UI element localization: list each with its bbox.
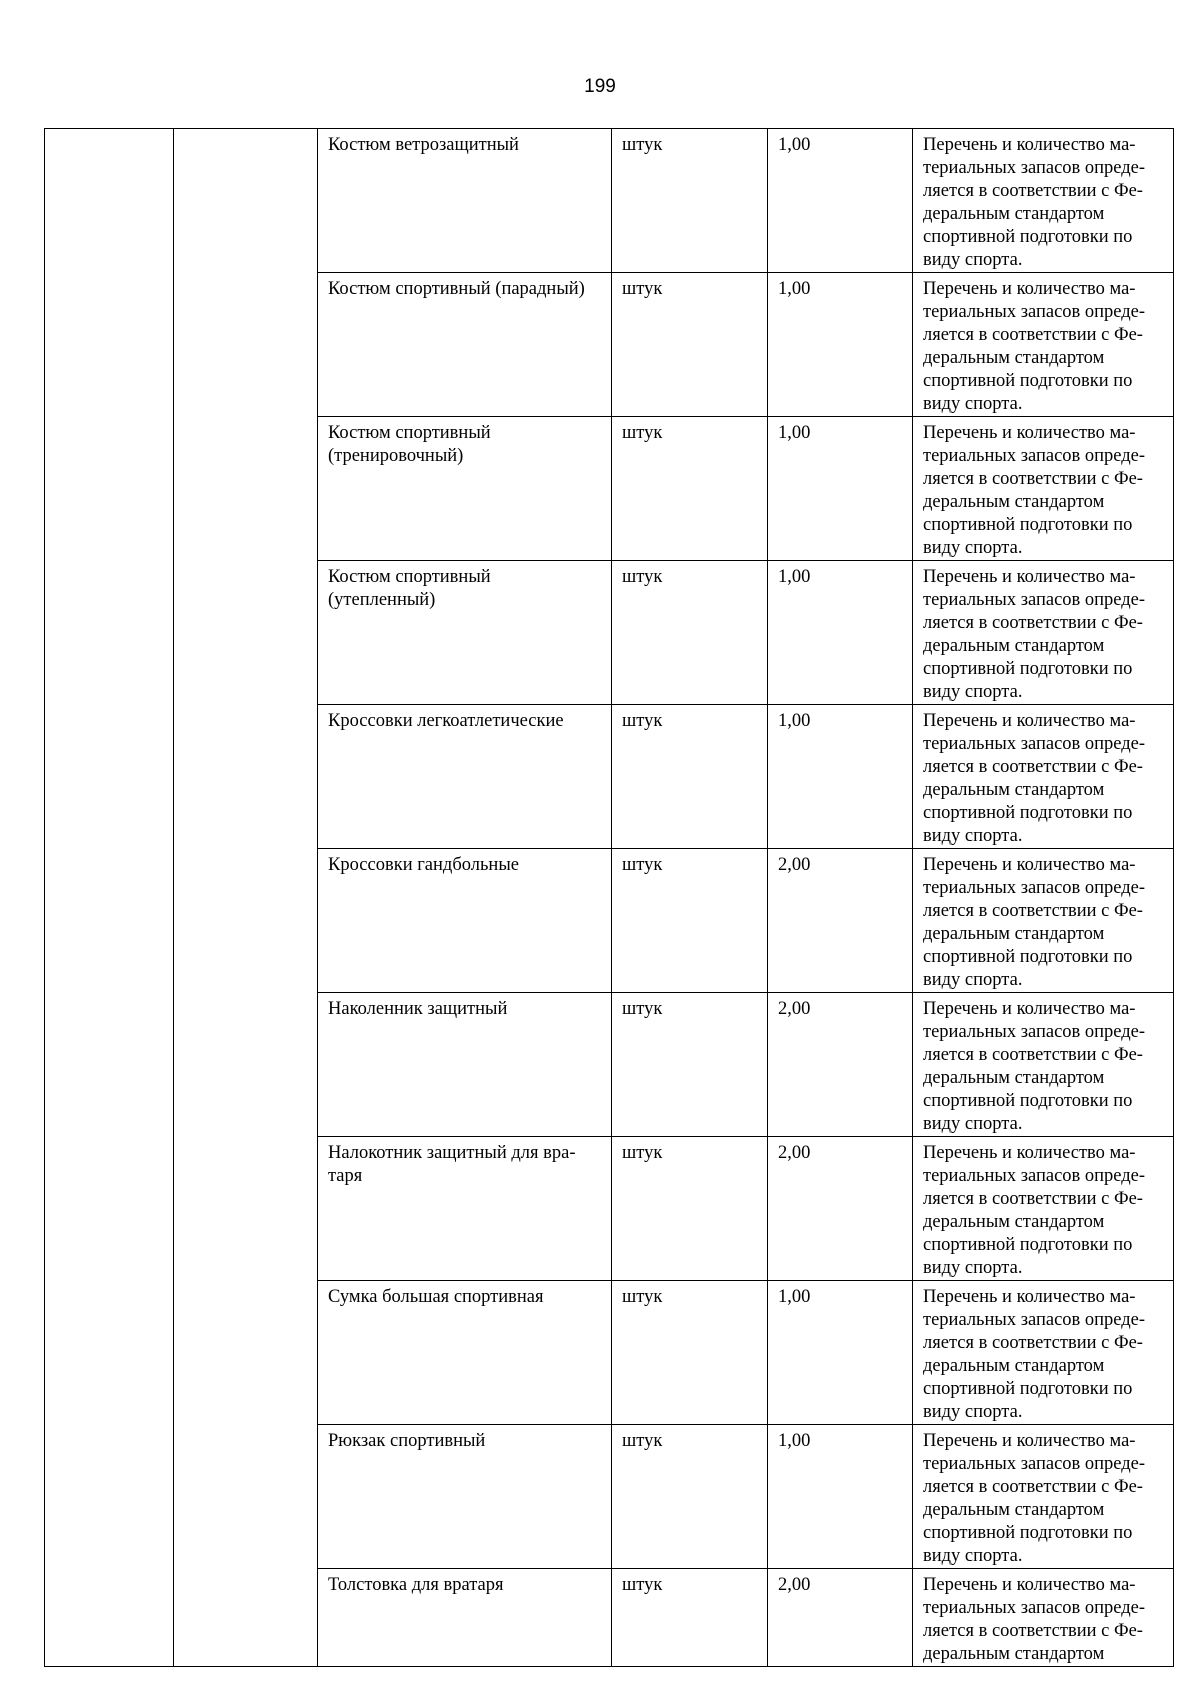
item-unit: штук <box>622 711 663 731</box>
item-quantity: 2,00 <box>778 1575 811 1595</box>
item-name: Костюм ветрозащитный <box>328 135 519 155</box>
item-unit: штук <box>622 1431 663 1451</box>
item-name: Костюм спортивный (парадный) <box>328 279 585 299</box>
note-cell <box>913 273 1174 417</box>
item-name: Кроссовки гандбольные <box>328 855 519 875</box>
quantity-cell <box>768 561 913 705</box>
item-quantity: 1,00 <box>778 423 811 443</box>
item-name-cell <box>318 705 612 849</box>
item-name-cell <box>318 1569 612 1667</box>
item-name-cell <box>318 1281 612 1425</box>
item-unit: штук <box>622 1575 663 1595</box>
unit-cell <box>612 1425 768 1569</box>
unit-cell <box>612 849 768 993</box>
unit-cell <box>612 993 768 1137</box>
note-cell <box>913 1569 1174 1667</box>
item-note: Перечень и количество ма-териальных запасов опреде-ляется в соответствии с Фе-деральным стандартом спортивной подготовки по виду спорта. <box>923 567 1146 702</box>
item-note: Перечень и количество ма-териальных запасов опреде-ляется в соответствии с Фе-деральным стандартом спортивной подготовки по виду спорта. <box>923 999 1146 1134</box>
item-quantity: 2,00 <box>778 1143 811 1163</box>
item-unit: штук <box>622 855 663 875</box>
item-name: Костюм спортивный (утепленный) <box>328 567 491 610</box>
item-unit: штук <box>622 1143 663 1163</box>
item-name-cell <box>318 129 612 273</box>
unit-cell <box>612 417 768 561</box>
item-quantity: 1,00 <box>778 711 811 731</box>
unit-cell <box>612 1569 768 1667</box>
quantity-cell <box>768 993 913 1137</box>
item-quantity: 1,00 <box>778 567 811 587</box>
note-cell <box>913 849 1174 993</box>
note-cell <box>913 993 1174 1137</box>
item-quantity: 2,00 <box>778 855 811 875</box>
item-note: Перечень и количество ма-териальных запасов опреде-ляется в соответствии с Фе-деральным стандартом спортивной подготовки по виду спорта. <box>923 1287 1146 1422</box>
note-cell <box>913 561 1174 705</box>
item-unit: штук <box>622 279 663 299</box>
table-row <box>45 129 1174 273</box>
item-name-cell <box>318 561 612 705</box>
unit-cell <box>612 1281 768 1425</box>
item-unit: штук <box>622 135 663 155</box>
item-unit: штук <box>622 423 663 443</box>
page-number: 199 <box>584 76 616 97</box>
item-name-cell <box>318 273 612 417</box>
item-name: Сумка большая спортивная <box>328 1287 544 1307</box>
quantity-cell <box>768 1569 913 1667</box>
unit-cell <box>612 129 768 273</box>
item-name-cell <box>318 849 612 993</box>
unit-cell <box>612 705 768 849</box>
item-note: Перечень и количество ма-териальных запасов опреде-ляется в соответствии с Фе-деральным стандартом спортивной подготовки по виду спорта. <box>923 1431 1146 1566</box>
item-note: Перечень и количество ма-териальных запасов опреде-ляется в соответствии с Фе-деральным стандартом спортивной подготовки по виду спорта. <box>923 1143 1146 1278</box>
item-note: Перечень и количество ма-териальных запасов опреде-ляется в соответствии с Фе-деральным стандартом спортивной подготовки по виду спорта. <box>923 135 1146 270</box>
item-note: Перечень и количество ма-териальных запасов опреде-ляется в соответствии с Фе-деральным стандартом спортивной подготовки по виду спорта. <box>923 279 1146 414</box>
empty-cell-col2 <box>174 129 318 1667</box>
unit-cell <box>612 273 768 417</box>
item-note: Перечень и количество ма-териальных запасов опреде-ляется в соответствии с Фе-деральным стандартом спортивной подготовки по виду спорта. <box>923 711 1146 846</box>
item-unit: штук <box>622 1287 663 1307</box>
unit-cell <box>612 561 768 705</box>
item-name: Кроссовки легкоатлетические <box>328 711 564 731</box>
quantity-cell <box>768 1137 913 1281</box>
note-cell <box>913 1281 1174 1425</box>
quantity-cell <box>768 849 913 993</box>
item-name: Костюм спортивный (тренировочный) <box>328 423 491 466</box>
item-quantity: 1,00 <box>778 279 811 299</box>
quantity-cell <box>768 273 913 417</box>
quantity-cell <box>768 417 913 561</box>
item-quantity: 1,00 <box>778 1431 811 1451</box>
note-cell <box>913 705 1174 849</box>
note-cell <box>913 1137 1174 1281</box>
item-note: Перечень и количество ма-териальных запасов опреде-ляется в соответствии с Фе-деральным стандартом спортивной подготовки по виду спорта. <box>923 855 1146 990</box>
item-quantity: 2,00 <box>778 999 811 1019</box>
item-name: Налокотник защитный для вра-таря <box>328 1143 576 1186</box>
item-name-cell <box>318 993 612 1137</box>
equipment-table <box>44 128 1174 1667</box>
quantity-cell <box>768 1425 913 1569</box>
item-note: Перечень и количество ма-териальных запасов опреде-ляется в соответствии с Фе-деральным стандартом спортивной подготовки по виду спорта. <box>923 423 1146 558</box>
item-name: Толстовка для вратаря <box>328 1575 504 1595</box>
item-quantity: 1,00 <box>778 1287 811 1307</box>
item-name-cell <box>318 1137 612 1281</box>
item-name: Наколенник защитный <box>328 999 508 1019</box>
note-cell <box>913 1425 1174 1569</box>
empty-cell-col1 <box>45 129 174 1667</box>
quantity-cell <box>768 129 913 273</box>
item-quantity: 1,00 <box>778 135 811 155</box>
note-cell <box>913 129 1174 273</box>
item-name-cell <box>318 1425 612 1569</box>
item-name: Рюкзак спортивный <box>328 1431 486 1451</box>
unit-cell <box>612 1137 768 1281</box>
note-cell <box>913 417 1174 561</box>
item-unit: штук <box>622 567 663 587</box>
item-unit: штук <box>622 999 663 1019</box>
quantity-cell <box>768 1281 913 1425</box>
item-name-cell <box>318 417 612 561</box>
item-note: Перечень и количество ма-териальных запасов опреде-ляется в соответствии с Фе-деральным стандартом <box>923 1575 1146 1664</box>
quantity-cell <box>768 705 913 849</box>
